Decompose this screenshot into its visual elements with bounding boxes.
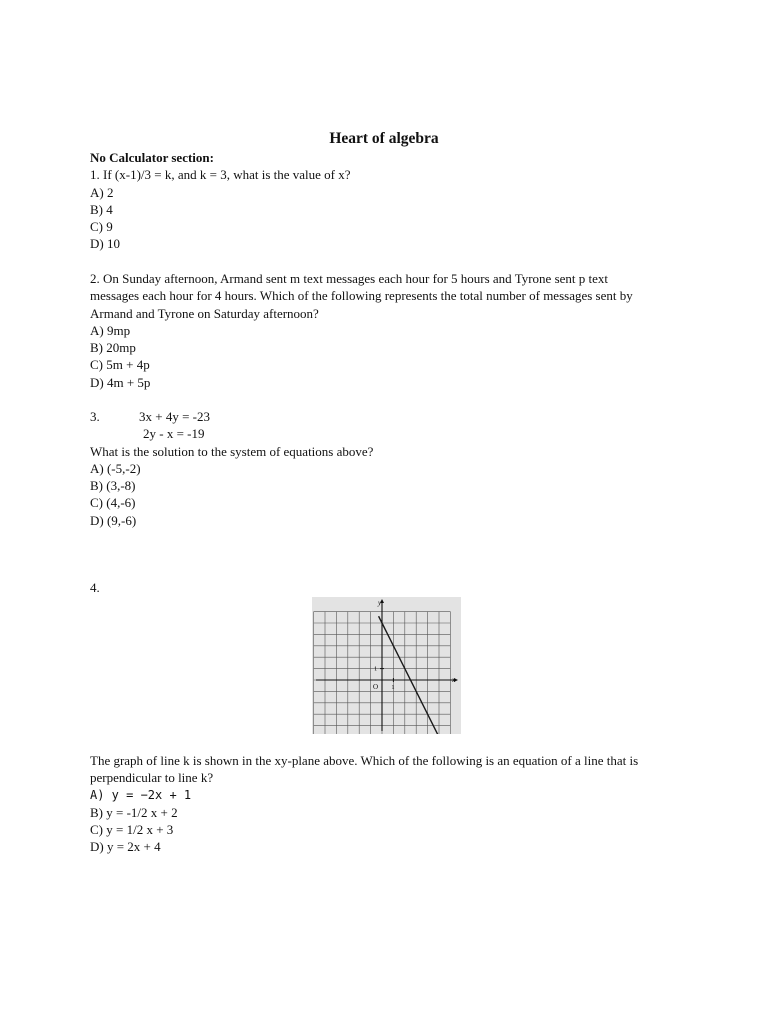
equation-row-2	[90, 425, 690, 442]
question-number: 3.	[90, 409, 100, 424]
answer-choice: D) (9,-6)	[90, 512, 137, 528]
question-text: perpendicular to line k?	[90, 770, 214, 786]
graph-background	[312, 597, 461, 734]
answer-choice: A) 9mp	[90, 322, 131, 338]
answer-choice: D) 4m + 5p	[90, 374, 151, 390]
y-axis-label: y	[378, 599, 382, 607]
answer-choice: B) 4	[90, 201, 113, 217]
question-number: 4.	[90, 580, 100, 595]
y-tick-label: 1	[374, 665, 378, 673]
question-text: messages each hour for 4 hours. Which of the following represents the total number of messages sent by	[90, 288, 633, 304]
answer-choice: B) y = -1/2 x + 2	[90, 804, 178, 820]
question-1	[90, 149, 690, 253]
page-title: Heart of algebra	[329, 130, 439, 147]
question-3	[90, 408, 690, 529]
x-tick-label: 1	[391, 684, 395, 691]
coordinate-plane	[312, 597, 461, 734]
question-text: Armand and Tyrone on Saturday afternoon?	[90, 305, 319, 321]
question-4-number	[90, 579, 690, 596]
answer-choice: A) 2	[90, 184, 114, 200]
section-heading: No Calculator section:	[90, 150, 214, 165]
origin-label: O	[373, 683, 379, 691]
x-axis-label: x	[452, 676, 456, 684]
question-4	[90, 752, 690, 856]
answer-choice: A) y = −2x + 1	[90, 787, 192, 802]
answer-choice: B) 20mp	[90, 340, 136, 356]
answer-choice: C) (4,-6)	[90, 495, 136, 511]
equation: 3x + 4y = -23	[139, 409, 210, 424]
equation-row-1	[90, 408, 690, 425]
answer-choice: C) 5m + 4p	[90, 357, 150, 373]
answer-choice: B) (3,-8)	[90, 478, 136, 494]
question-text: The graph of line k is shown in the xy-plane above. Which of the following is an equation of a line that is	[90, 753, 639, 768]
answer-choice: C) 9	[90, 219, 113, 235]
answer-choice: D) y = 2x + 4	[90, 839, 161, 855]
answer-choice: A) (-5,-2)	[90, 460, 141, 476]
question-text: What is the solution to the system of equations above?	[90, 443, 374, 459]
question-text: 2. On Sunday afternoon, Armand sent m text messages each hour for 5 hours and Tyrone sent p text	[90, 271, 609, 286]
answer-choice: D) 10	[90, 236, 120, 252]
equation: 2y - x = -19	[143, 426, 205, 442]
answer-choice: C) y = 1/2 x + 3	[90, 822, 174, 838]
question-text: 1. If (x-1)/3 = k, and k = 3, what is the value of x?	[90, 167, 351, 183]
line-k-graph	[312, 597, 461, 734]
question-2	[90, 270, 690, 391]
